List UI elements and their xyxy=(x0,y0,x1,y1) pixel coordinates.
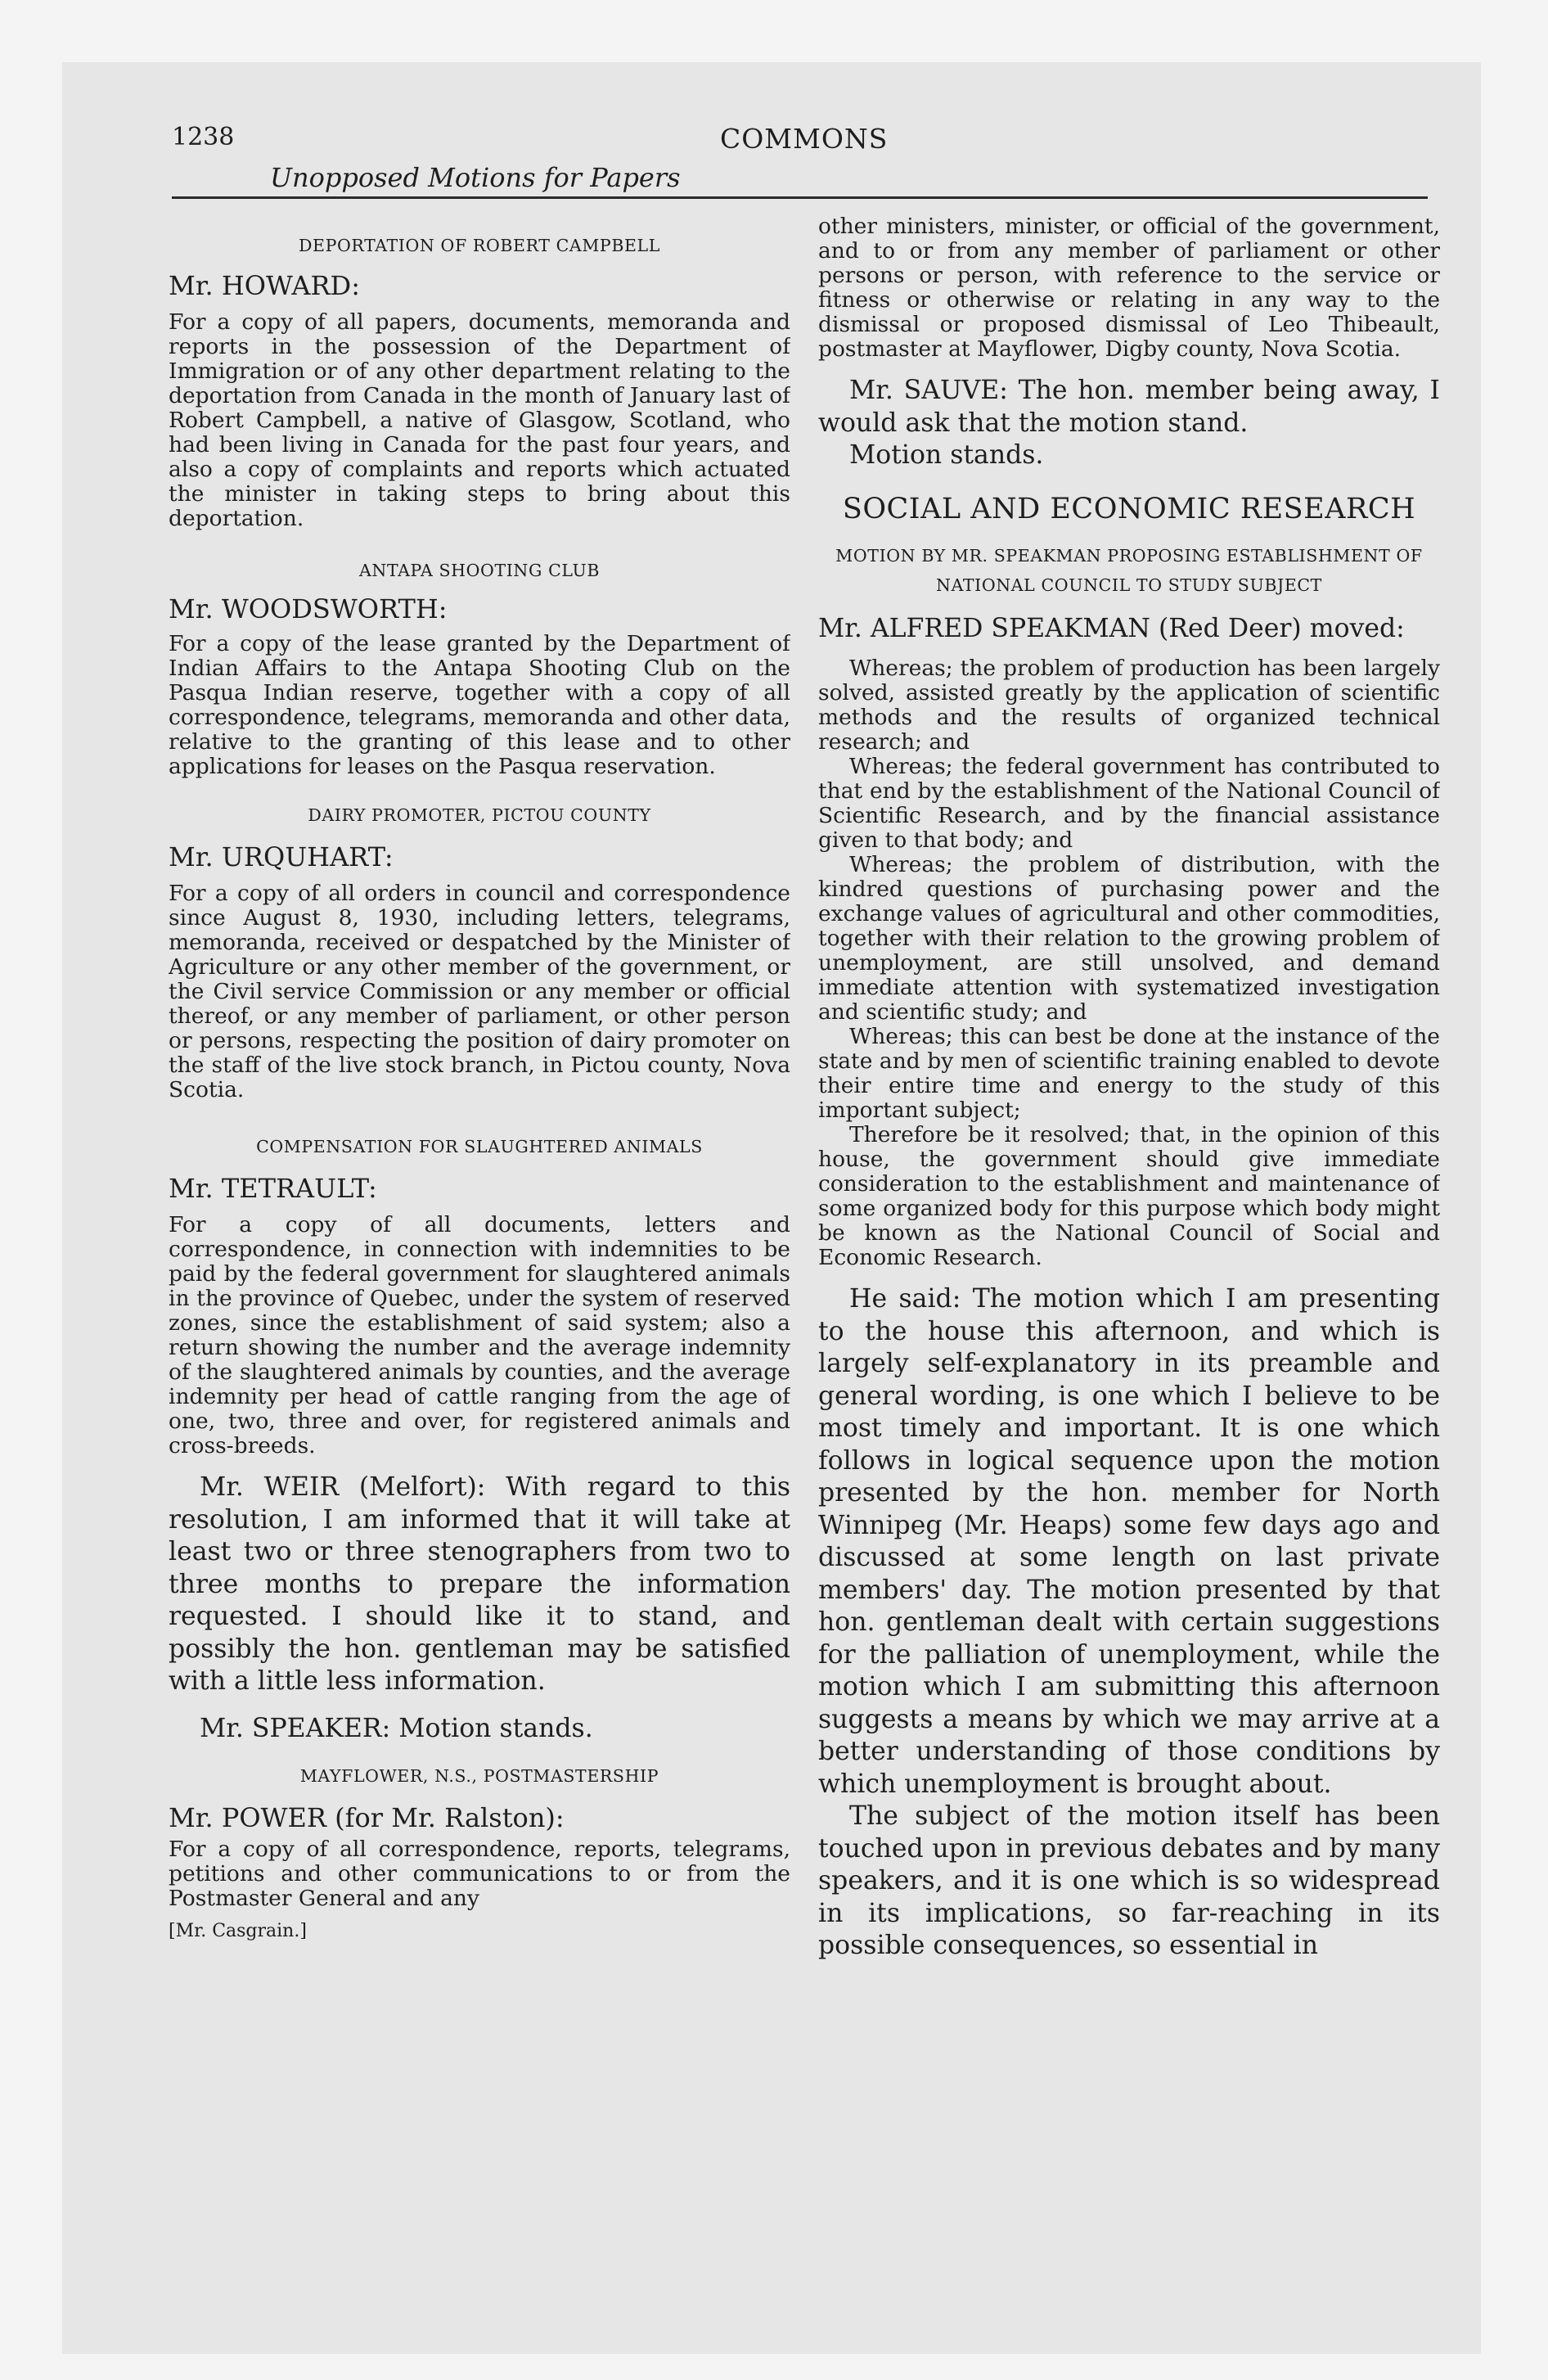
speaker-tetrault: Mr. TETRAULT: xyxy=(169,1173,377,1204)
statement-sauve: Mr. SAUVE: The hon. member being away, I would ask that the motion stand. xyxy=(818,376,1440,438)
motion-text-howard: For a copy of all papers, documents, memoranda and reports in the possession of the Department of Immigration or of any other department relating to the deportation from Canada in the month of January last of Robert Campbell, a native of Glasgow, Scotland, who had been living in Canada for the past four years, and also a copy of complaints and reports which actuated the minister in taking steps to bring about this deportation. xyxy=(169,309,790,531)
section-heading-compensation: COMPENSATION FOR SLAUGHTERED ANIMALS xyxy=(256,1137,703,1156)
speaker-power: Mr. POWER (for Mr. Ralston): xyxy=(169,1802,565,1833)
right-column xyxy=(818,214,1440,2228)
speech-speakman-1: He said: The motion which I am presenting to the house this afternoon, and which is largely self-explanatory in its preamble and general wording, is one which I believe to be most timely and important. It is one which follows in logical sequence upon the motion presented by the hon. member for North Winnipeg (Mr. Heaps) some few days ago and discussed at some length on last private members' day. The motion presented by that hon. gentleman dealt with certain suggestions for the palliation of unemployment, while the motion which I am submitting this afternoon suggests a means by which we may arrive at a better understanding of those conditions by which unemployment is brought about. xyxy=(818,1284,1440,1799)
speaker-speakman: Mr. ALFRED SPEAKMAN (Red Deer) moved: xyxy=(818,613,1405,643)
resolution-paragraph: Therefore be it resolved; that, in the opinion of this house, the government should give immediate consideration to the establishment and maintenance of some organized body for this purpose which body might be known as the National Council of Social and Economic Research. xyxy=(818,1122,1440,1270)
whereas-paragraph-2: Whereas; the federal government has contributed to that end by the establishment of the National Council of Scientific Research, and by the financial assistance given to that body; and xyxy=(818,754,1440,853)
whereas-paragraph-1: Whereas; the problem of production has been largely solved, assisted greatly by the application of scientific methods and the results of organized technical research; and xyxy=(818,656,1440,755)
section-heading-dairy: DAIRY PROMOTER, PICTOU COUNTY xyxy=(308,805,651,825)
speech-speakman-2: The subject of the motion itself has been touched upon in previous debates and by many speakers, and it is one which is so widespread in its implications, so far-reaching in its possible consequences, so essential in xyxy=(818,1801,1440,1960)
motion-text-urquhart: For a copy of all orders in council and correspondence since August 8, 1930, including letters, telegrams, memoranda, received or despatched by the Minister of Agriculture or any other member of the government, or the Civil service Commission or any member or official thereof, or any member of parliament, or other person or persons, respecting the position of dairy promoter on the staff of the live stock branch, in Pictou county, Nova Scotia. xyxy=(169,881,790,1102)
speaker-urquhart: Mr. URQUHART: xyxy=(169,841,394,872)
section-title-social-economic-research: SOCIAL AND ECONOMIC RESEARCH xyxy=(842,492,1416,525)
section-heading-deportation: DEPORTATION OF ROBERT CAMPBELL xyxy=(299,236,660,255)
statement-weir: Mr. WEIR (Melfort): With regard to this resolution, I am informed that it will take at least two or three stenographers from two to three months to prepare the information requested. I should like it to stand, and possibly the hon. gentleman may be satisfied with a little less information. xyxy=(169,1472,790,1696)
footnote-casgrain: [Mr. Casgrain.] xyxy=(169,1921,307,1941)
motion-text-power: For a copy of all correspondence, reports, telegrams, petitions and other communications to or from the Postmaster General and any xyxy=(169,1837,790,1911)
motion-text-power-continued: other ministers, minister, or official of the government, and to or from any member of parliament or other persons or person, with reference to the service or fitness or otherwise or relating in any way to the dismissal or proposed dismissal of Leo Thibeault, postmaster at Mayflower, Digby county, Nova Scotia. xyxy=(818,214,1440,362)
page-subtitle: Unopposed Motions for Papers xyxy=(270,162,681,193)
motion-text-woodsworth: For a copy of the lease granted by the Department of Indian Affairs to the Antapa Shooting Club on the Pasqua Indian reserve, together with a copy of all correspondence, telegrams, memoranda and other data, relative to the granting of this lease and to other applications for leases on the Pasqua reservation. xyxy=(169,631,790,779)
motion-text-tetrault: For a copy of all documents, letters and correspondence, in connection with indemnities to be paid by the federal government for slaughtered animals in the province of Quebec, under the system of reserved zones, since the establishment of said system; also a return showing the number and the average indemnity of the slaughtered animals by counties, and the average indemnity per head of cattle ranging from the age of one, two, three and over, for registered animals and cross-breeds. xyxy=(169,1212,790,1458)
motion-stands-line: Motion stands. xyxy=(849,440,1044,470)
section-heading-mayflower: MAYFLOWER, N.S., POSTMASTERSHIP xyxy=(299,1766,659,1786)
whereas-paragraph-3: Whereas; the problem of distribution, with the kindred questions of purchasing power and the exchange values of agricultural and other commodities, together with their relation to the growing problem of unemployment, are still unsolved, and demand immediate attention with systematized investigation and scientific study; and xyxy=(818,852,1440,1025)
left-column xyxy=(169,214,790,2162)
running-head: COMMONS xyxy=(720,123,889,155)
statement-speaker: Mr. SPEAKER: Motion stands. xyxy=(200,1713,593,1743)
page-number: 1238 xyxy=(172,123,235,151)
section-subheading-speakman: MOTION BY MR. SPEAKMAN PROPOSING ESTABLISHMENT OF NATIONAL COUNCIL TO STUDY SUBJECT xyxy=(835,545,1423,595)
speaker-woodsworth: Mr. WOODSWORTH: xyxy=(169,593,448,624)
speaker-howard: Mr. HOWARD: xyxy=(169,270,360,301)
header-rule xyxy=(172,196,1428,199)
whereas-paragraph-4: Whereas; this can best be done at the instance of the state and by men of scientific training enabled to devote their entire time and energy to the study of this important subject; xyxy=(818,1024,1440,1123)
section-heading-antapa: ANTAPA SHOOTING CLUB xyxy=(359,561,600,580)
